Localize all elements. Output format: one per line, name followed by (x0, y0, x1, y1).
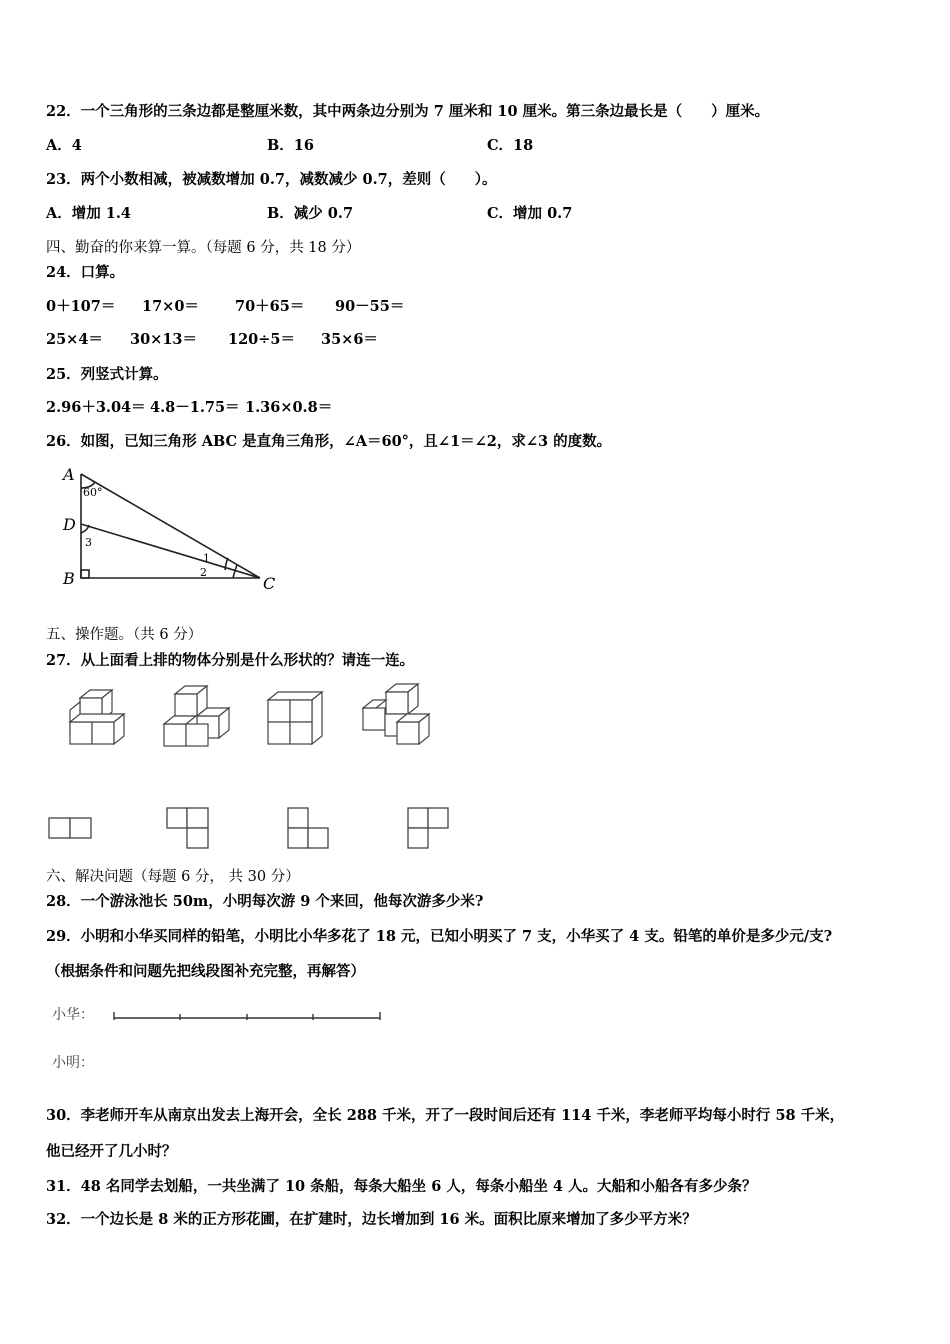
top-view-shape-3 (288, 808, 328, 848)
line-diagram-label-hua: 小华： (52, 1007, 94, 1023)
q24-item: 0＋107＝ (46, 298, 116, 315)
top-view-shape-2 (167, 808, 208, 848)
triangle-figure (55, 458, 295, 598)
question-22: 22．一个三角形的三条边都是整厘米数，其中两条边分别为 7 厘米和 10 厘米。第三条边最长是（ ）厘米。 (46, 103, 770, 120)
q24-item: 25×4＝ (46, 331, 103, 348)
section-6-title: 六、解决问题（每题 6 分， 共 30 分） (46, 869, 300, 885)
q24-item: 90－55＝ (335, 298, 405, 315)
question-29-note: （根据条件和问题先把线段图补充完整，再解答） (46, 963, 365, 980)
q24-item: 70＋65＝ (235, 298, 305, 315)
line-diagram-label-ming: 小明： (52, 1055, 94, 1071)
question-26: 26．如图，已知三角形 ABC 是直角三角形，∠A＝60°，且∠1＝∠2，求∠3 的度数。 (46, 433, 612, 450)
question-24: 24．口算。 (46, 264, 125, 281)
label-angle-2: 2 (200, 566, 207, 579)
solid-object-1 (70, 690, 124, 744)
question-31: 31．48 名同学去划船，一共坐满了 10 条船，每条大船坐 6 人，每条小船坐 4 人。大船和小船各有多少条？ (46, 1178, 757, 1195)
top-view-shape-4 (408, 808, 448, 848)
label-a: A (63, 465, 75, 484)
solid-objects-row (60, 682, 440, 752)
q25-item: 2.96＋3.04＝ (46, 399, 146, 416)
question-25: 25．列竖式计算。 (46, 366, 168, 383)
q24-item: 35×6＝ (321, 331, 378, 348)
solid-object-2 (164, 686, 229, 746)
question-28: 28．一个游泳池长 50m，小明每次游 9 个来回，他每次游多少米? (46, 893, 484, 910)
label-angle-1: 1 (203, 552, 210, 565)
label-angle-3: 3 (85, 536, 92, 549)
q24-item: 17×0＝ (142, 298, 199, 315)
top-view-shape-1 (49, 818, 91, 838)
q25-item: 4.8－1.75＝ (150, 399, 240, 416)
section-4-title: 四、勤奋的你来算一算。（每题 6 分，共 18 分） (46, 240, 361, 256)
q22-option-a: A．4 (46, 137, 82, 154)
question-29: 29．小明和小华买同样的铅笔，小明比小华多花了 18 元，已知小明买了 7 支，小华买了 4 支。铅笔的单价是多少元/支? (46, 928, 833, 945)
q24-item: 120÷5＝ (228, 331, 296, 348)
question-30-cont: 他已经开了几小时？ (46, 1143, 177, 1160)
q23-option-c: C．增加 0.7 (487, 205, 573, 222)
question-30: 30．李老师开车从南京出发去上海开会，全长 288 千米，开了一段时间后还有 114 千米，李老师平均每小时行 58 千米， (46, 1107, 845, 1124)
label-b: B (63, 569, 75, 588)
q25-item: 1.36×0.8＝ (245, 399, 333, 416)
side-ac (81, 474, 260, 578)
solid-object-4 (363, 684, 429, 744)
q22-option-c: C．18 (487, 137, 534, 154)
label-angle-a: 60° (83, 486, 103, 499)
label-c: C (263, 574, 276, 593)
q22-option-b: B．16 (267, 137, 314, 154)
q23-option-a: A．增加 1.4 (46, 205, 132, 222)
right-angle-mark (81, 570, 89, 578)
segment-dc (81, 524, 260, 578)
q23-option-b: B．减少 0.7 (267, 205, 354, 222)
question-27: 27．从上面看上排的物体分别是什么形状的？请连一连。 (46, 652, 415, 669)
question-23: 23．两个小数相减，被减数增加 0.7，减数减少 0.7，差则（ ）。 (46, 171, 497, 188)
line-diagram-hua (108, 1008, 388, 1028)
question-32: 32．一个边长是 8 米的正方形花圃，在扩建时，边长增加到 16 米。面积比原来增加了多少平方米？ (46, 1211, 697, 1228)
solid-object-3 (268, 692, 322, 744)
section-5-title: 五、操作题。（共 6 分） (46, 627, 203, 643)
q24-item: 30×13＝ (130, 331, 198, 348)
top-view-shapes-row (45, 800, 465, 860)
label-d: D (63, 515, 76, 534)
